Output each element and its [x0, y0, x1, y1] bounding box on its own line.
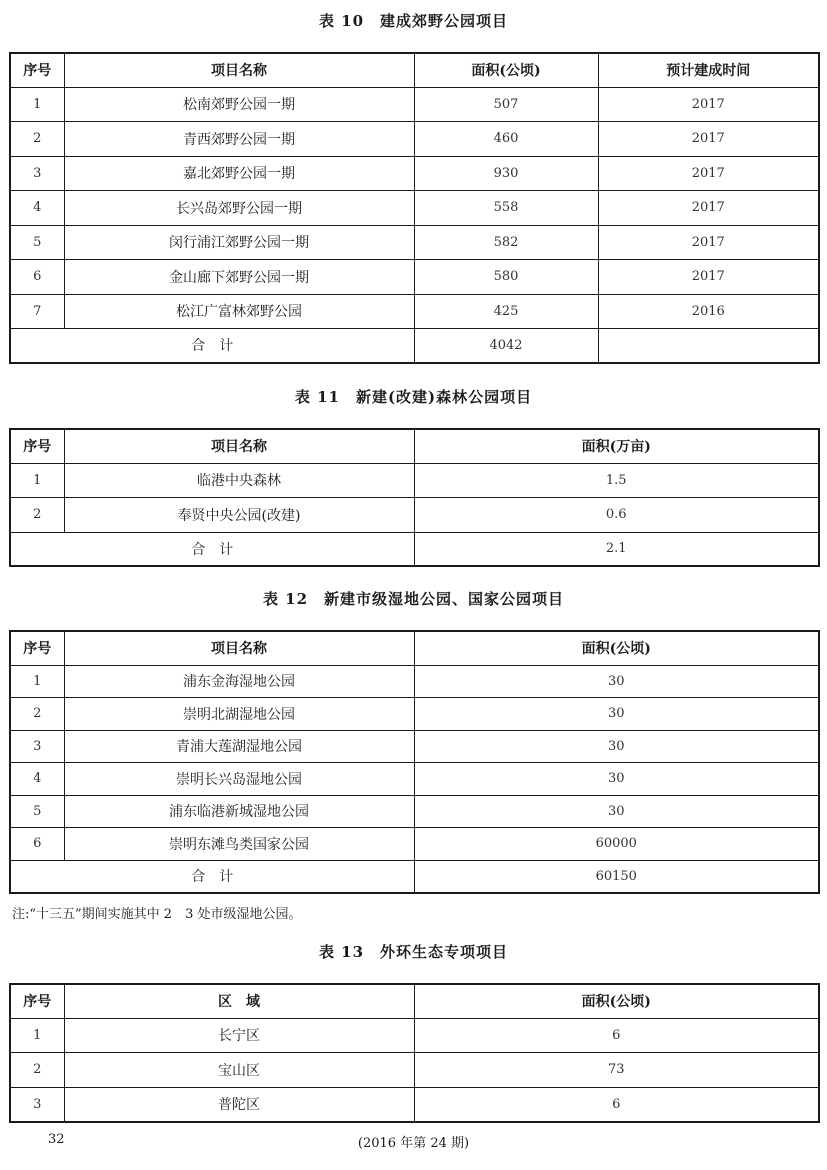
table-13-caption: 表 13 外环生态专项项目 — [318, 943, 509, 961]
cell-year: 2017 — [598, 87, 819, 122]
total-area: 4042 — [414, 329, 598, 363]
cell-area: 580 — [414, 260, 598, 295]
issue-label: (2016 年第 24 期) — [357, 1136, 470, 1151]
cell-area: 6 — [414, 1087, 819, 1122]
cell-index: 4 — [10, 763, 64, 796]
cell-area: 73 — [414, 1053, 819, 1088]
cell-name: 临港中央森林 — [64, 463, 414, 498]
table-13 — [9, 983, 820, 1123]
table-header-row — [10, 53, 819, 87]
cell-index: 7 — [10, 294, 64, 329]
cell-area: 460 — [414, 122, 598, 157]
cell-area: 1.5 — [414, 463, 819, 498]
cell-area: 30 — [414, 665, 819, 698]
cell-area: 30 — [414, 698, 819, 731]
cell-index: 5 — [10, 795, 64, 828]
cell-year: 2017 — [598, 225, 819, 260]
cell-name: 嘉北郊野公园一期 — [64, 156, 414, 191]
table-row — [10, 795, 819, 828]
cell-name: 崇明长兴岛湿地公园 — [64, 763, 414, 796]
col-header-area: 面积(公顷) — [414, 53, 598, 87]
table-row — [10, 698, 819, 731]
table-row — [10, 191, 819, 226]
cell-name: 青西郊野公园一期 — [64, 122, 414, 157]
table-row — [10, 1018, 819, 1053]
cell-index: 5 — [10, 225, 64, 260]
cell-name: 崇明北湖湿地公园 — [64, 698, 414, 731]
col-header-area: 面积(万亩) — [414, 429, 819, 463]
table-row — [10, 730, 819, 763]
total-area: 60150 — [414, 860, 819, 893]
cell-district: 长宁区 — [64, 1018, 414, 1053]
cell-area: 30 — [414, 730, 819, 763]
col-header-name: 项目名称 — [64, 53, 414, 87]
table-row — [10, 763, 819, 796]
cell-index: 1 — [10, 665, 64, 698]
cell-name: 松南郊野公园一期 — [64, 87, 414, 122]
cell-index: 2 — [10, 698, 64, 731]
cell-area: 0.6 — [414, 498, 819, 533]
cell-area: 30 — [414, 763, 819, 796]
cell-name: 长兴岛郊野公园一期 — [64, 191, 414, 226]
cell-index: 3 — [10, 156, 64, 191]
table-12 — [9, 630, 820, 894]
table-row — [10, 463, 819, 498]
table-10 — [9, 52, 820, 364]
cell-area: 30 — [414, 795, 819, 828]
cell-year: 2017 — [598, 191, 819, 226]
total-row — [10, 532, 819, 566]
cell-area: 425 — [414, 294, 598, 329]
cell-index: 4 — [10, 191, 64, 226]
table-header-row — [10, 984, 819, 1018]
col-header-completion-year: 预计建成时间 — [598, 53, 819, 87]
table-row — [10, 122, 819, 157]
table-row — [10, 1053, 819, 1088]
col-header-name: 项目名称 — [64, 631, 414, 665]
total-label: 合 计 — [10, 329, 414, 363]
cell-area: 60000 — [414, 828, 819, 861]
cell-index: 2 — [10, 122, 64, 157]
table-row — [10, 225, 819, 260]
page-number: 32 — [48, 1132, 65, 1147]
table-11 — [9, 428, 820, 567]
cell-name: 松江广富林郊野公园 — [64, 294, 414, 329]
table-row — [10, 665, 819, 698]
total-row — [10, 329, 819, 363]
cell-index: 1 — [10, 1018, 64, 1053]
col-header-name: 项目名称 — [64, 429, 414, 463]
cell-index: 2 — [10, 1053, 64, 1088]
col-header-index: 序号 — [10, 631, 64, 665]
table-row — [10, 1087, 819, 1122]
col-header-index: 序号 — [10, 53, 64, 87]
total-empty-cell — [598, 329, 819, 363]
table-row — [10, 294, 819, 329]
table-header-row — [10, 429, 819, 463]
cell-year: 2017 — [598, 260, 819, 295]
table-12-caption: 表 12 新建市级湿地公园、国家公园项目 — [262, 590, 565, 608]
cell-index: 6 — [10, 260, 64, 295]
cell-index: 3 — [10, 1087, 64, 1122]
col-header-index: 序号 — [10, 429, 64, 463]
table-row — [10, 156, 819, 191]
table-row — [10, 828, 819, 861]
cell-name: 金山廊下郊野公园一期 — [64, 260, 414, 295]
cell-index: 2 — [10, 498, 64, 533]
cell-index: 3 — [10, 730, 64, 763]
cell-area: 507 — [414, 87, 598, 122]
cell-district: 宝山区 — [64, 1053, 414, 1088]
table-header-row — [10, 631, 819, 665]
cell-name: 崇明东滩鸟类国家公园 — [64, 828, 414, 861]
col-header-area: 面积(公顷) — [414, 631, 819, 665]
total-row — [10, 860, 819, 893]
cell-name: 浦东临港新城湿地公园 — [64, 795, 414, 828]
col-header-area: 面积(公顷) — [414, 984, 819, 1018]
table-10-caption: 表 10 建成郊野公园项目 — [318, 12, 509, 30]
cell-year: 2017 — [598, 156, 819, 191]
table-row — [10, 87, 819, 122]
table-11-caption: 表 11 新建(改建)森林公园项目 — [294, 388, 533, 406]
cell-name: 浦东金海湿地公园 — [64, 665, 414, 698]
total-area: 2.1 — [414, 532, 819, 566]
cell-year: 2017 — [598, 122, 819, 157]
cell-area: 6 — [414, 1018, 819, 1053]
col-header-index: 序号 — [10, 984, 64, 1018]
col-header-district: 区 域 — [64, 984, 414, 1018]
table-row — [10, 498, 819, 533]
cell-index: 6 — [10, 828, 64, 861]
cell-name: 闵行浦江郊野公园一期 — [64, 225, 414, 260]
cell-area: 558 — [414, 191, 598, 226]
cell-area: 930 — [414, 156, 598, 191]
cell-index: 1 — [10, 463, 64, 498]
cell-year: 2016 — [598, 294, 819, 329]
cell-area: 582 — [414, 225, 598, 260]
table-row — [10, 260, 819, 295]
table-12-note: 注:“十三五”期间实施其中 2 3 处市级湿地公园。 — [12, 907, 302, 922]
total-label: 合 计 — [10, 860, 414, 893]
cell-name: 奉贤中央公园(改建) — [64, 498, 414, 533]
cell-district: 普陀区 — [64, 1087, 414, 1122]
total-label: 合 计 — [10, 532, 414, 566]
cell-name: 青浦大莲湖湿地公园 — [64, 730, 414, 763]
cell-index: 1 — [10, 87, 64, 122]
